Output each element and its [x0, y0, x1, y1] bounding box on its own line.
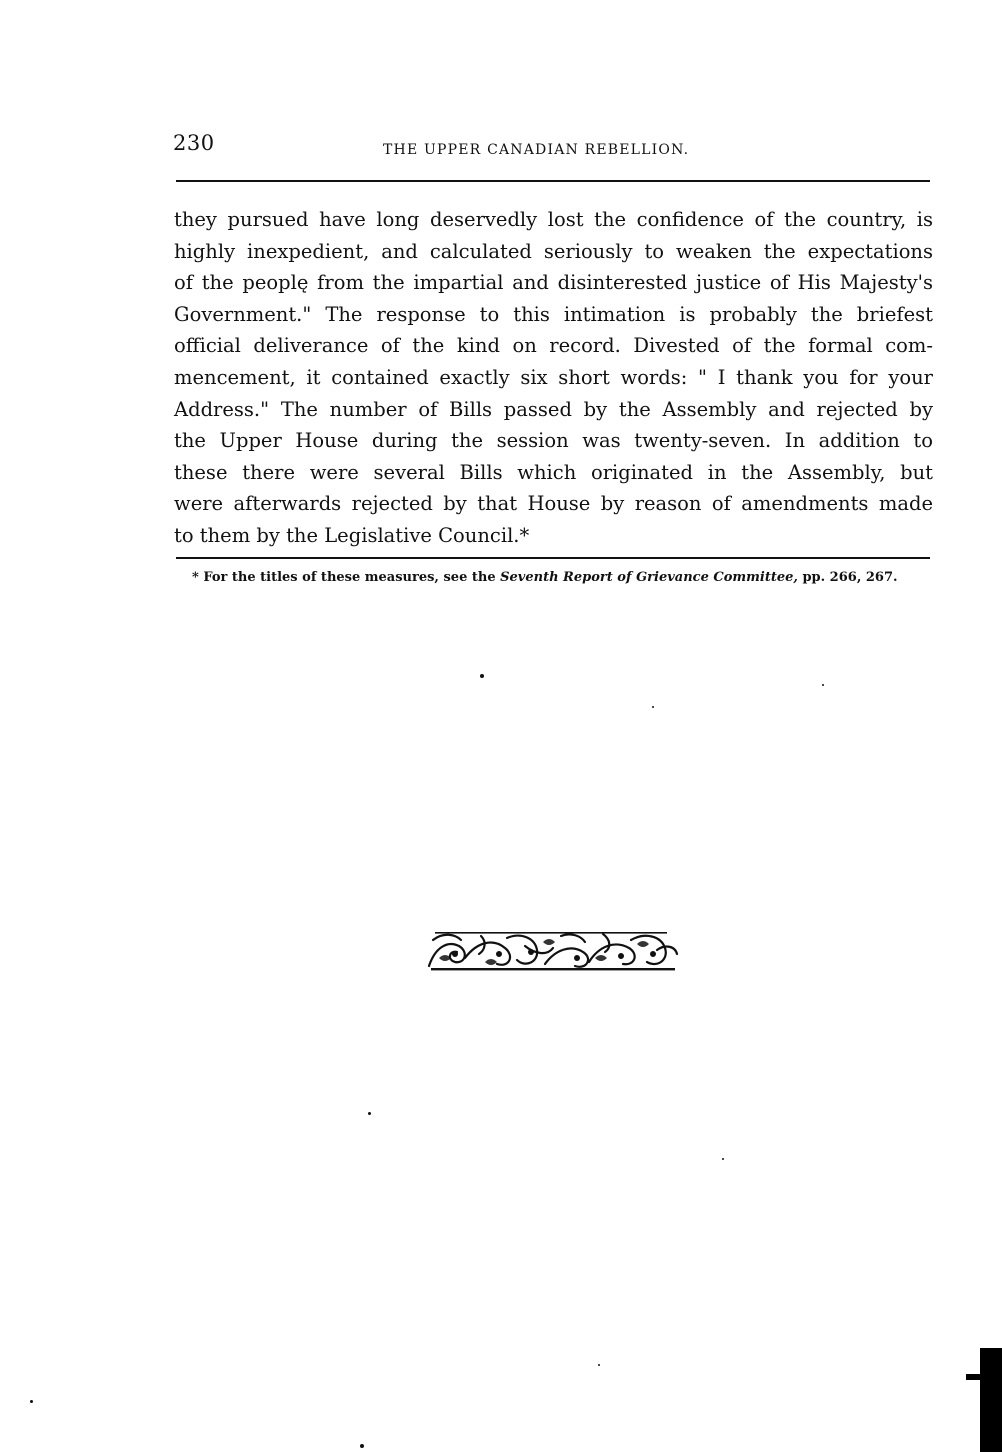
footnote-suffix: pp. 266, 267. [797, 570, 898, 585]
body-text [174, 204, 933, 552]
speck [722, 1158, 724, 1160]
body-line: mencement, it contained exactly six short words: " I thank you for your [174, 365, 933, 389]
header-rule [176, 180, 930, 182]
body-line: these there were several Bills which originated in the Assembly, but [174, 460, 933, 484]
speck [30, 1400, 33, 1403]
footnote-rule [176, 557, 930, 559]
speck [360, 1444, 364, 1448]
page-number: 230 [173, 131, 215, 155]
body-line: they pursued have long deservedly lost the confidence of the country, is [174, 208, 933, 231]
body-line: to them by the Legislative Council.* [174, 523, 530, 547]
speck [652, 706, 654, 708]
body-line: Government." The response to this intimation is probably the briefest [174, 302, 933, 326]
body-line: of the peoplę from the impartial and disinterested justice of His Majesty's [174, 271, 933, 295]
body-line: Address." The number of Bills passed by the Assembly and rejected by [174, 397, 933, 421]
speck [480, 674, 484, 678]
scan-edge-mark [966, 1374, 986, 1380]
speck [598, 1364, 600, 1366]
footnote [192, 570, 922, 585]
speck [368, 1112, 371, 1115]
running-title: THE UPPER CANADIAN REBELLION. [383, 142, 690, 158]
scan-edge-mark [980, 1348, 1002, 1452]
footnote-prefix: * For the titles of these measures, see the [192, 570, 501, 585]
body-line: highly inexpedient, and calculated seriously to weaken the expectations [174, 239, 933, 263]
body-line: the Upper House during the session was twenty-seven. In addition to [174, 429, 933, 453]
footnote-citation: Seventh Report of Grievance Committee, [500, 570, 798, 585]
floral-tailpiece-ornament-icon [425, 928, 680, 974]
body-line: official deliverance of the kind on record. Divested of the formal com- [174, 334, 933, 358]
body-line: were afterwards rejected by that House by reason of amendments made [174, 492, 933, 516]
speck [822, 684, 824, 686]
